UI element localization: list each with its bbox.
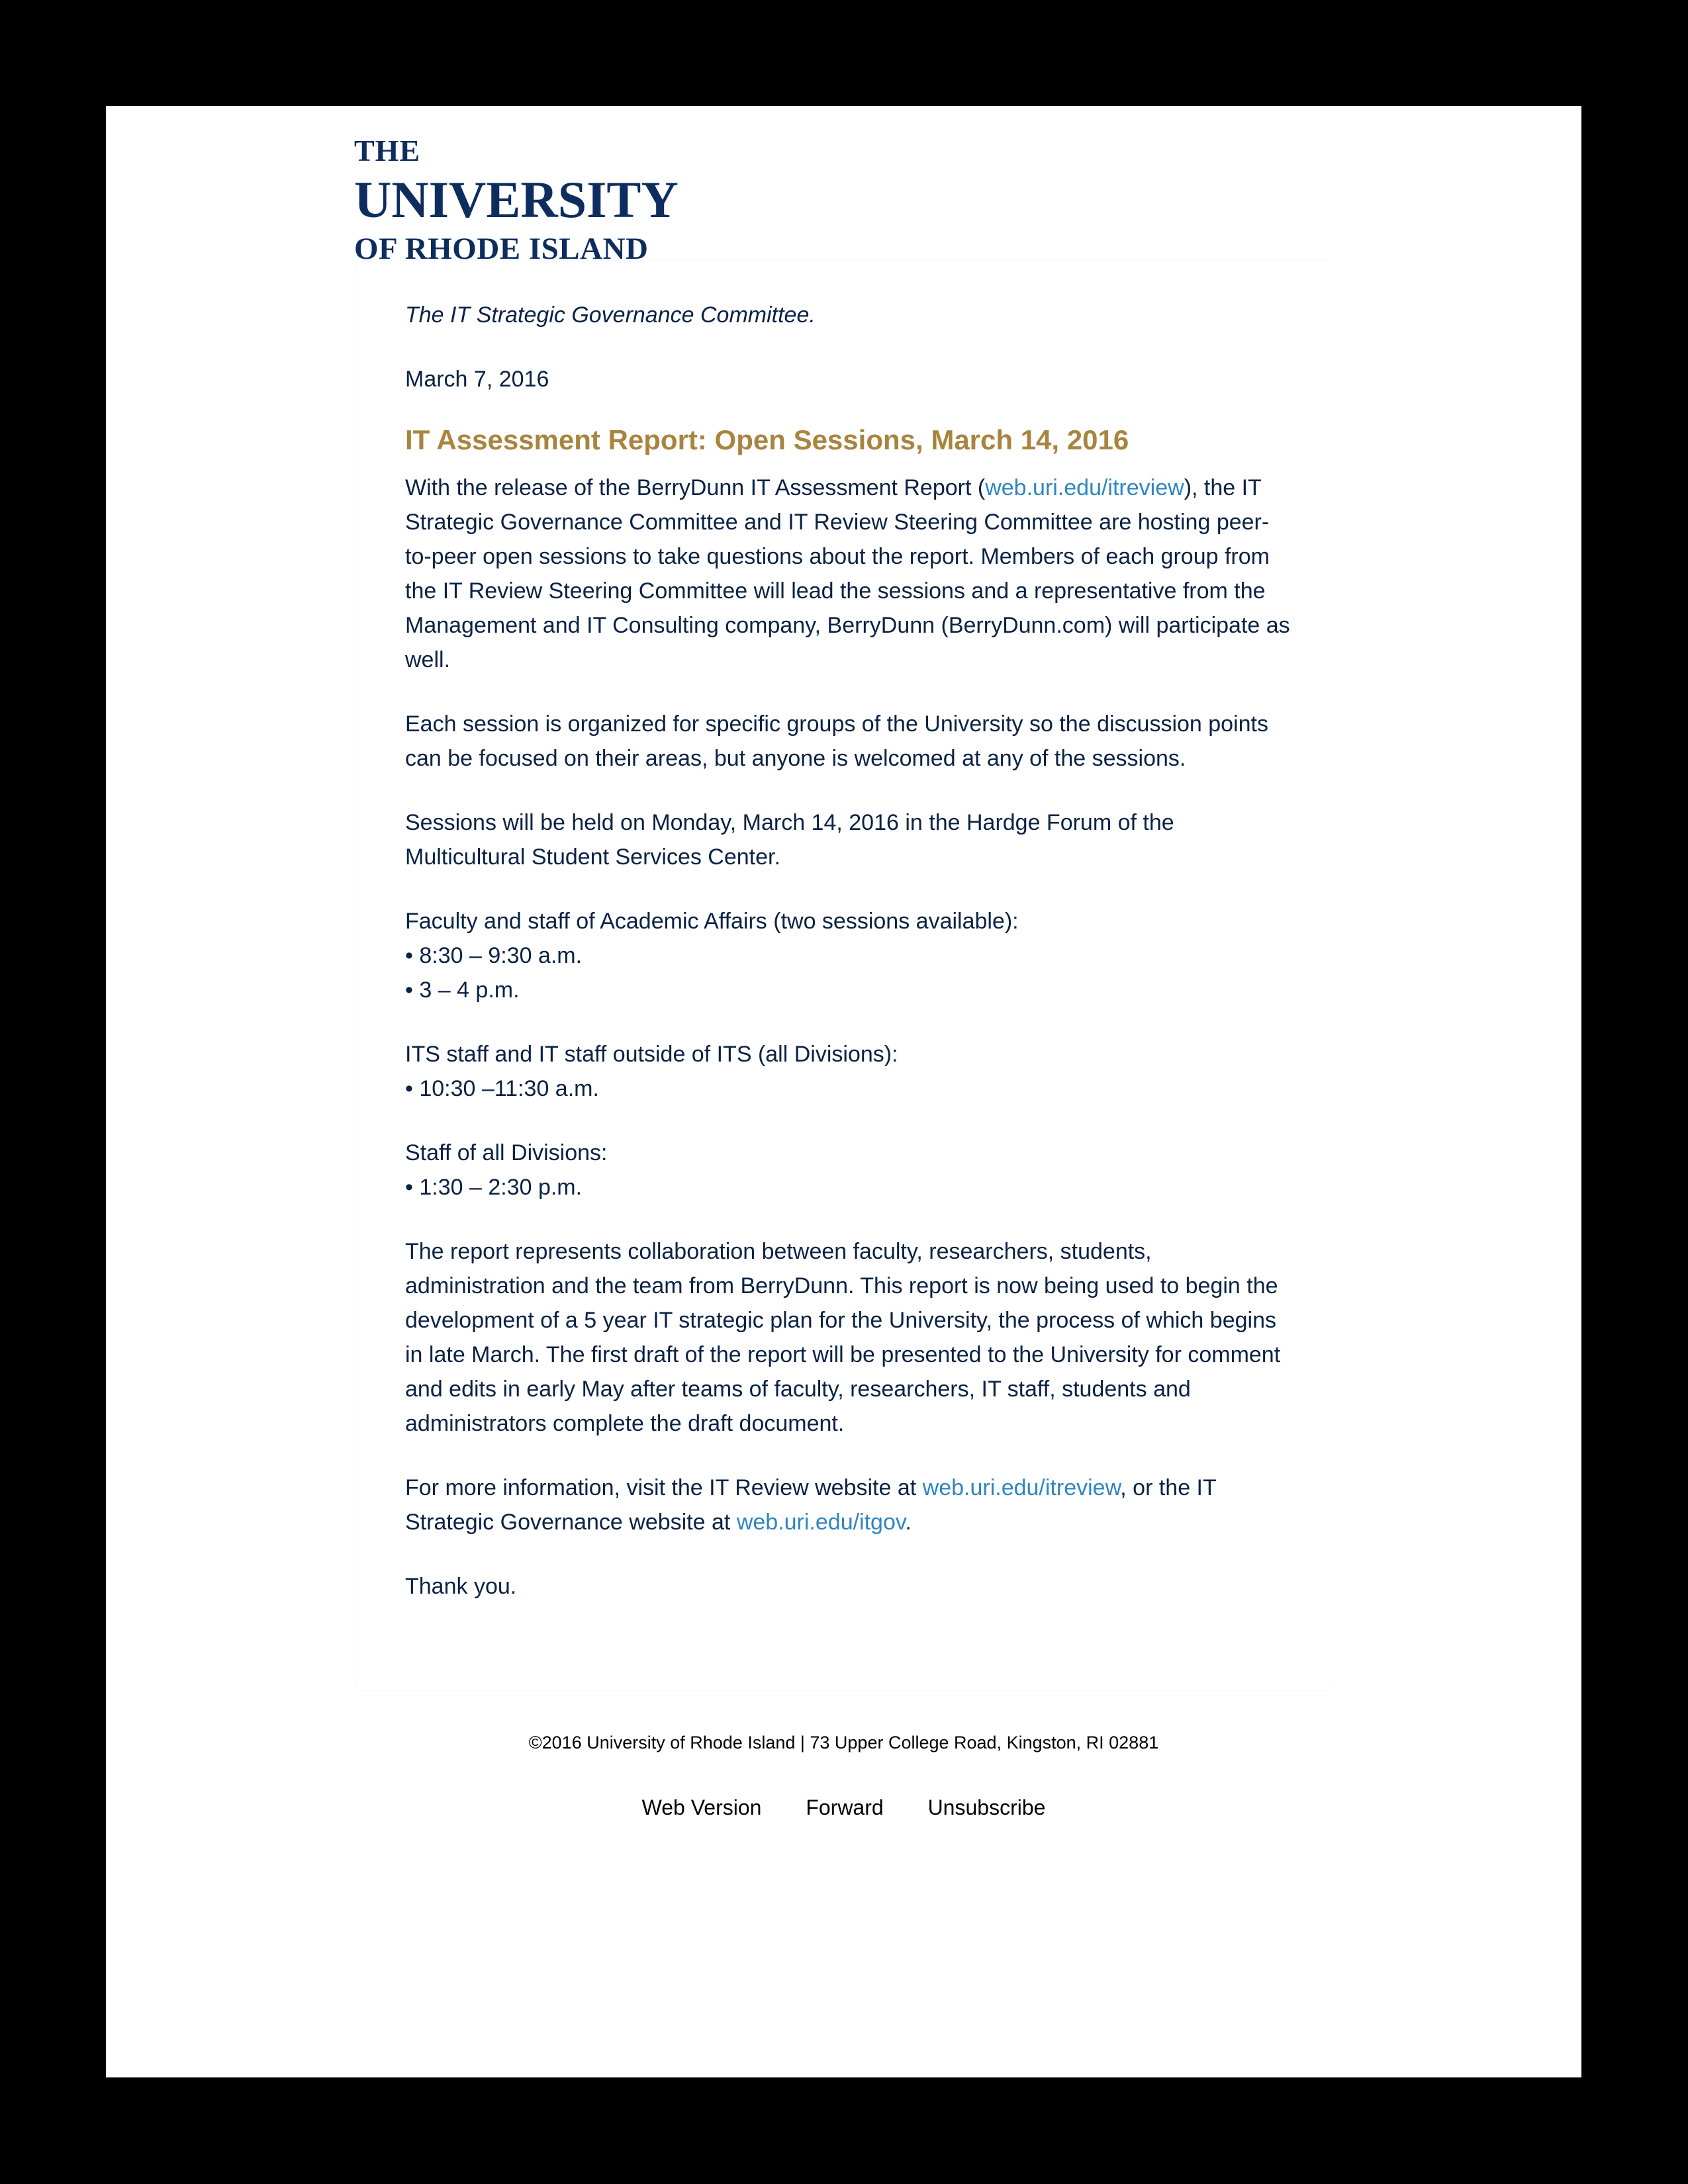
footer-copyright: ©2016 University of Rhode Island | 73 Upper College Road, Kingston, RI 02881 — [528, 1733, 1159, 1752]
more-info-text-1: For more information, visit the IT Review website at — [405, 1475, 923, 1500]
session-time: • 1:30 – 2:30 p.m. — [405, 1175, 583, 1200]
itgov-website-link[interactable]: web.uri.edu/itgov — [736, 1510, 906, 1535]
web-version-link[interactable]: Web Version — [641, 1796, 762, 1819]
session-group-academic-affairs — [405, 904, 1292, 1007]
session-group-label: Faculty and staff of Academic Affairs (two sessions available): — [405, 909, 1019, 934]
session-time: • 10:30 –11:30 a.m. — [405, 1076, 599, 1101]
paragraph-sessions-info: Each session is organized for specific groups of the University so the discussion points can be focused on their areas, but anyone is welcomed at any of the sessions. — [405, 711, 1268, 771]
paragraph-location: Sessions will be held on Monday, March 14, 2016 in the Hardge Forum of the Multicultural Student Services Center. — [405, 810, 1174, 870]
email-page — [106, 106, 1581, 2077]
logo-line-of-rhode-island: OF RHODE ISLAND — [354, 232, 649, 266]
paragraph-more-info — [405, 1471, 1292, 1539]
tagline: The IT Strategic Governance Committee. — [405, 302, 816, 328]
forward-link[interactable]: Forward — [806, 1796, 884, 1819]
footer-links — [106, 1794, 1581, 1821]
email-title: IT Assessment Report: Open Sessions, March 14, 2016 — [405, 424, 1129, 455]
session-time: • 3 – 4 p.m. — [405, 978, 520, 1003]
uri-logo — [354, 134, 679, 266]
intro-text-1: With the release of the BerryDunn IT Assessment Report ( — [405, 475, 986, 500]
paragraph-intro — [405, 471, 1292, 677]
session-time: • 8:30 – 9:30 a.m. — [405, 943, 583, 968]
session-group-all-divisions — [405, 1136, 1292, 1205]
logo-line-university: UNIVERSITY — [354, 171, 679, 228]
session-group-its-staff — [405, 1037, 1292, 1106]
itreview-link[interactable]: web.uri.edu/itreview — [985, 475, 1184, 500]
email-date: March 7, 2016 — [405, 367, 549, 392]
more-info-text-3: . — [905, 1510, 912, 1535]
intro-text-2: ), the IT Strategic Governance Committee and IT Review Steering Committee are hosting peer-to-peer open sessions to take questions about the report. Members of each group from the IT Review Steering Committee will lead the sessions and a representative from the Management and IT Consulting company, BerryDunn (BerryDunn.com) will participate as well. — [405, 475, 1290, 672]
closing: Thank you. — [405, 1574, 517, 1599]
email-footer — [106, 1729, 1581, 1821]
itreview-website-link[interactable]: web.uri.edu/itreview — [922, 1475, 1121, 1500]
session-group-label: Staff of all Divisions: — [405, 1140, 608, 1165]
more-info-text-2: , or the IT Strategic Governance website at — [405, 1475, 1217, 1535]
unsubscribe-link[interactable]: Unsubscribe — [927, 1796, 1046, 1819]
paragraph-report-summary: The report represents collaboration between faculty, researchers, students, administration and the team from BerryDunn. This report is now being used to begin the development of a 5 year IT strategic plan for the University, the process of which begins in late March. The first draft of the report will be presented to the University for comment and edits in early May after teams of faculty, researchers, IT staff, students and administrators complete the draft document. — [405, 1239, 1281, 1436]
email-body — [405, 298, 1292, 1633]
logo-line-the: THE — [354, 134, 421, 167]
session-group-label: ITS staff and IT staff outside of ITS (all Divisions): — [405, 1042, 898, 1067]
